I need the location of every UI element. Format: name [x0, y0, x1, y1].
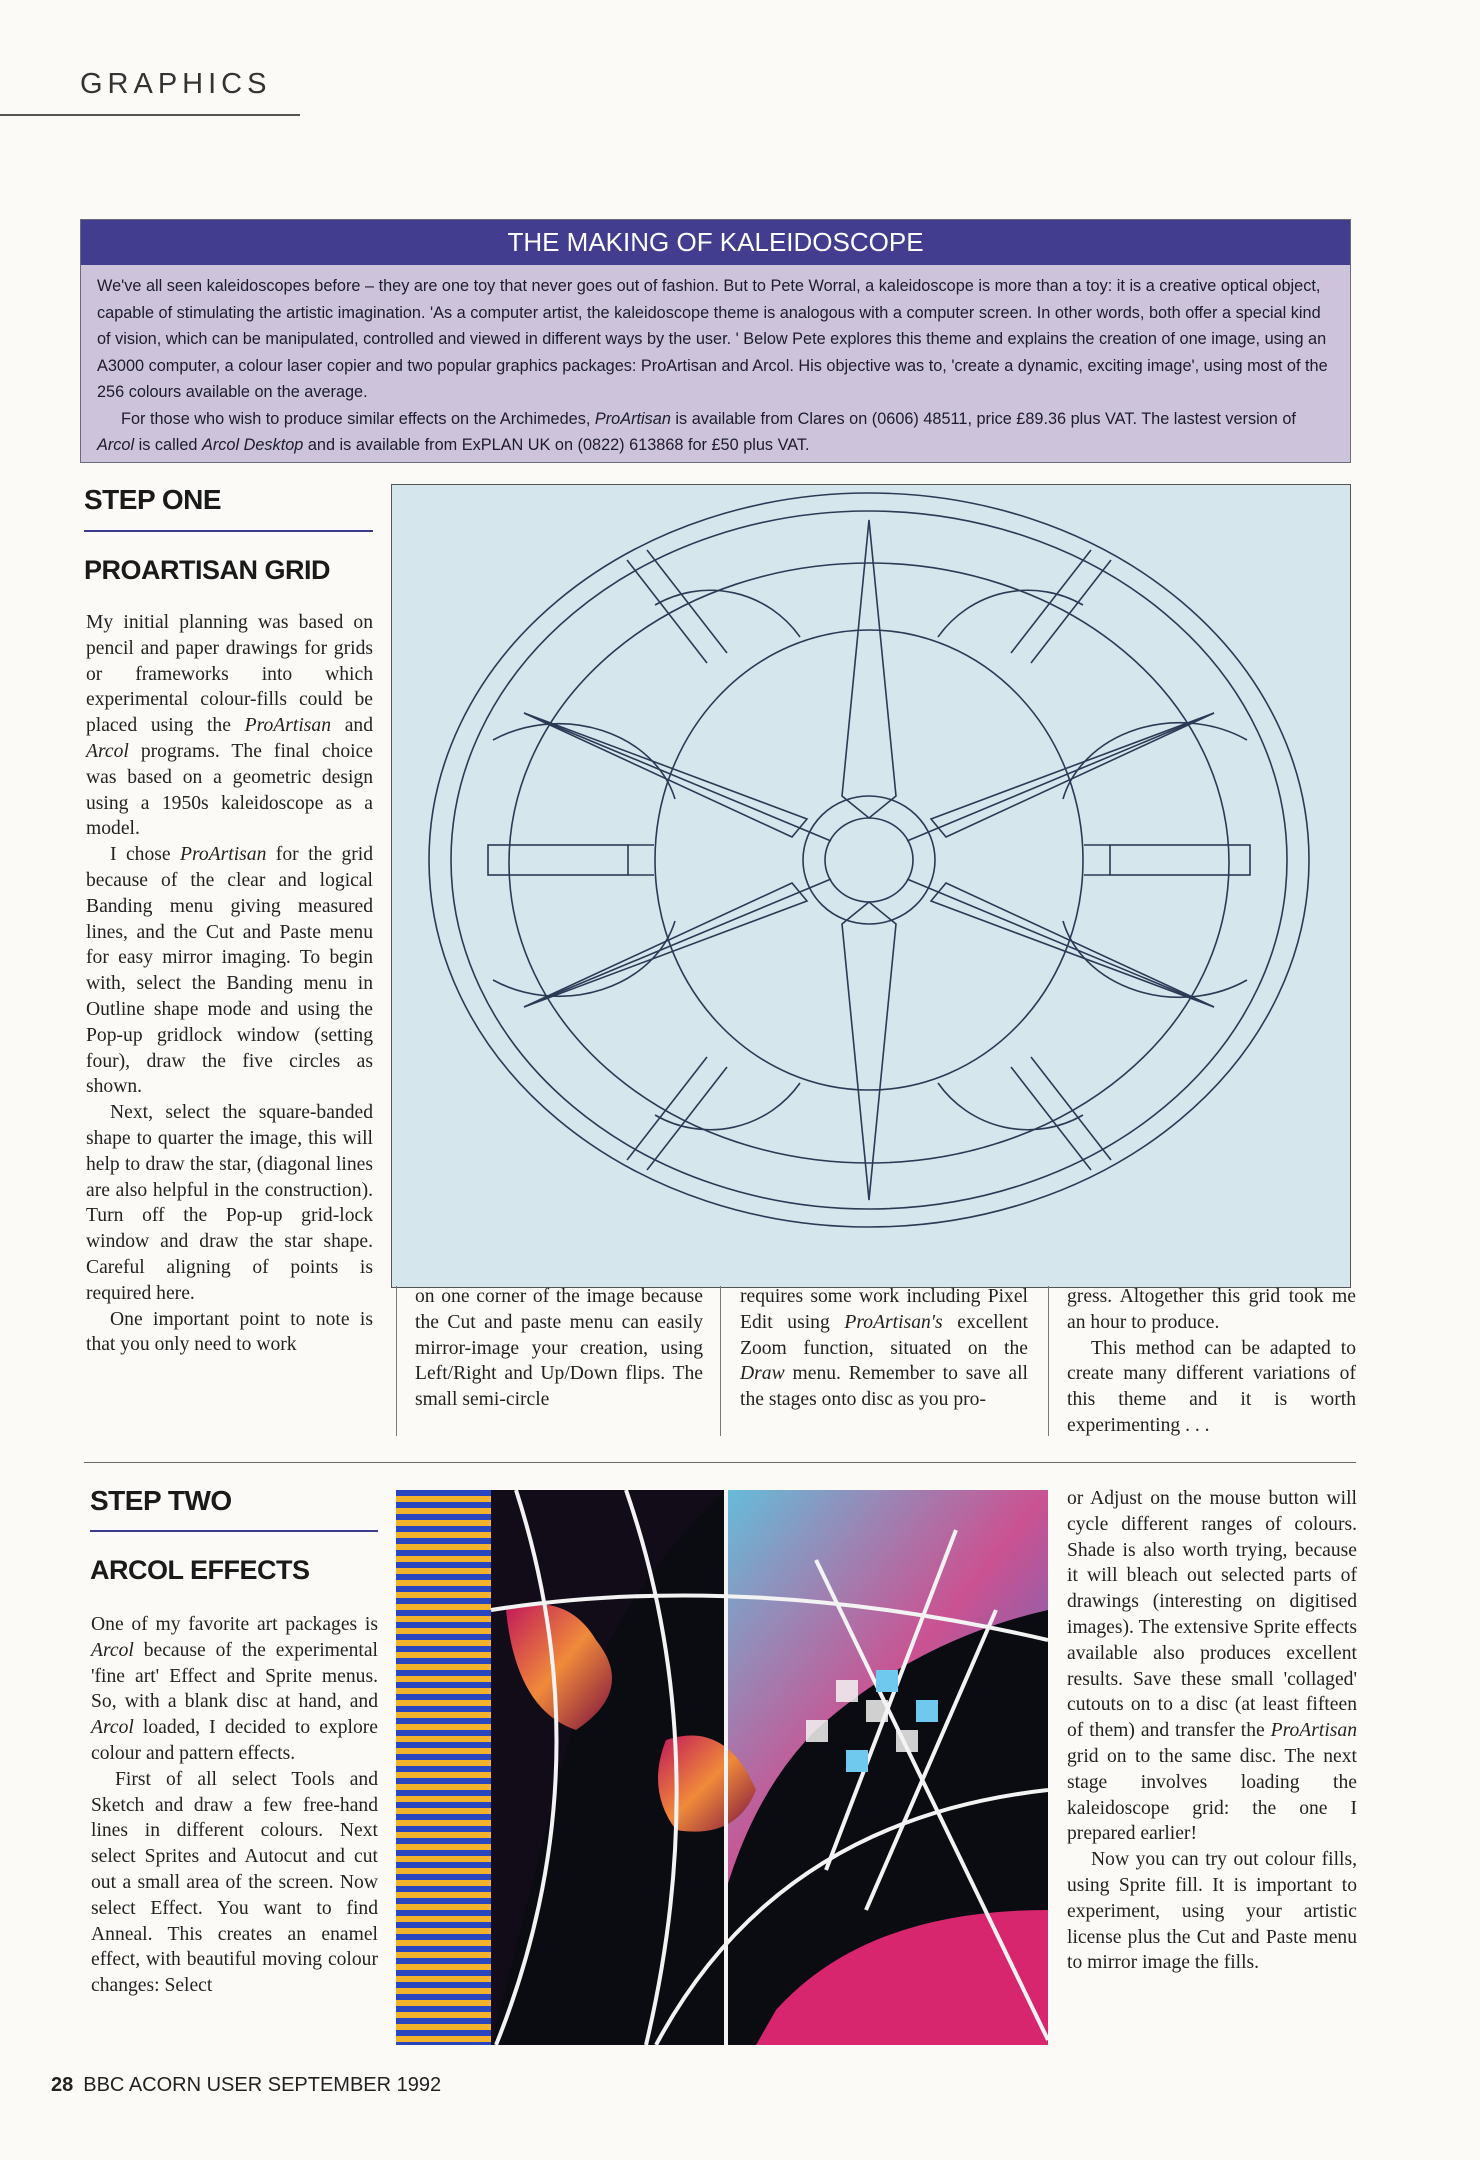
arcol-effects-drawing [396, 1490, 1048, 2045]
column-rule [1048, 1286, 1049, 1436]
kaleidoscope-grid-drawing [392, 485, 1350, 1287]
body-paragraph: First of all select Tools and Sketch and draw a few free-hand lines in different colours. Next select Sprites and Autocut and cut out a small area of the screen. Now select Effect. You want to find Anneal. This creates an enamel effect, with beautiful moving colour changes: Select [91, 1768, 378, 1997]
body-paragraph: requires some work including Pixel Edit using ProArtisan's excellent Zoom function, situated on the Draw menu. Remember to save all the stages onto disc as you pro- [740, 1286, 1028, 1411]
step-two-rule [90, 1530, 378, 1532]
column-rule [396, 1286, 397, 1436]
body-paragraph: Now you can try out colour fills, using Sprite fill. It is important to experiment, using your artistic license plus the Cut and Paste menu to mirror image the fills. [1067, 1849, 1357, 1974]
body-paragraph: My initial planning was based on pencil and paper drawings for grids or frameworks into which experimental colour-fills could be placed using the ProArtisan and Arcol programs. The final choice was based on a geometric design using a 1950s kaleidoscope as a model. [86, 612, 373, 840]
step-two-subheading: ARCOL EFFECTS [90, 1555, 310, 1585]
step-two-column-1 [91, 1612, 378, 1999]
section-divider [84, 1462, 1356, 1463]
section-label: GRAPHICS [80, 68, 272, 100]
body-paragraph: on one corner of the image because the Cut and paste menu can easily mirror-image your creation, using Left/Right and Up/Down flips. The small semi-circle [415, 1286, 703, 1411]
body-paragraph: gress. Altogether this grid took me an hour to produce. [1067, 1286, 1356, 1333]
section-rule [0, 114, 300, 116]
step-one-column-2 [415, 1284, 703, 1413]
column-rule [720, 1286, 721, 1436]
magazine-issue: BBC ACORN USER SEPTEMBER 1992 [83, 2074, 442, 2096]
step-two-column-2 [1067, 1486, 1357, 1976]
kaleidoscope-grid-figure [391, 484, 1351, 1288]
body-paragraph: One important point to note is that you only need to work [86, 1308, 373, 1356]
step-one-column-3 [740, 1284, 1028, 1413]
body-paragraph: Next, select the square-banded shape to quarter the image, this will help to draw the star, (diagonal lines are also helpful in the construction). Turn off the Pop-up grid-lock window and draw the star shape. Careful aligning of points is required here. [86, 1102, 373, 1304]
body-paragraph: One of my favorite art packages is Arcol because of the experimental 'fine art' Effect and Sprite menus. So, with a blank disc at hand, and Arcol loaded, I decided to explore colour and pattern effects. [91, 1614, 378, 1764]
body-paragraph: I chose ProArtisan for the grid because of the clear and logical Banding menu giving measured lines, and the Cut and Paste menu for easy mirror imaging. To begin with, select the Banding menu in Outline shape mode and using the Pop-up gridlock window (setting four), draw the five circles as shown. [86, 844, 374, 1098]
page-number: 28 [51, 2074, 74, 2096]
intro-title: THE MAKING OF KALEIDOSCOPE [81, 220, 1350, 265]
body-paragraph: This method can be adapted to create many different variations of this theme and it is worth experimenting . . . [1067, 1337, 1356, 1436]
step-one-rule [84, 530, 373, 532]
step-one-column-4 [1067, 1284, 1356, 1439]
intro-text [81, 265, 1350, 459]
step-one-heading: STEP ONE [84, 484, 222, 515]
body-paragraph: or Adjust on the mouse button will cycle different ranges of colours. Shade is also worth trying, because it will bleach out selected parts of drawings (interesting on digitised images). The extensive Sprite effects available also produces excellent results. Save these small 'collaged' cutouts on to a disc (at least fifteen of them) and transfer the ProArtisan grid on to the same disc. The next stage involves loading the kaleidoscope grid: the one I prepared earlier! [1067, 1488, 1357, 1845]
intro-box [80, 219, 1351, 463]
intro-paragraph: We've all seen kaleidoscopes before – they are one toy that never goes out of fashion. But to Pete Worral, a kaleidoscope is more than a toy: it is a creative optical object, capable of stimulating the artistic imagination. 'As a computer artist, the kaleidoscope theme is analogous with a computer screen. In other words, both offer a special kind of vision, which can be manipulated, controlled and viewed in different ways by the user. ' Below Pete explores this theme and explains the creation of one image, using an A3000 computer, a colour laser copier and two popular graphics packages: ProArtisan and Arcol. His objective was to, 'create a dynamic, exciting image', using most of the 256 colours available on the average. [97, 277, 1328, 401]
step-one-subheading: PROARTISAN GRID [84, 555, 331, 585]
step-one-column-1 [86, 610, 373, 1358]
arcol-effects-image [396, 1490, 1048, 2045]
intro-paragraph: For those who wish to produce similar effects on the Archimedes, ProArtisan is available from Clares on (0606) 48511, price £89.36 plus VAT. The lastest version of Arcol is called Arcol Desktop and is available from ExPLAN UK on (0822) 613868 for £50 plus VAT. [97, 409, 1296, 454]
page-footer [51, 2074, 441, 2097]
step-two-heading: STEP TWO [90, 1485, 232, 1516]
